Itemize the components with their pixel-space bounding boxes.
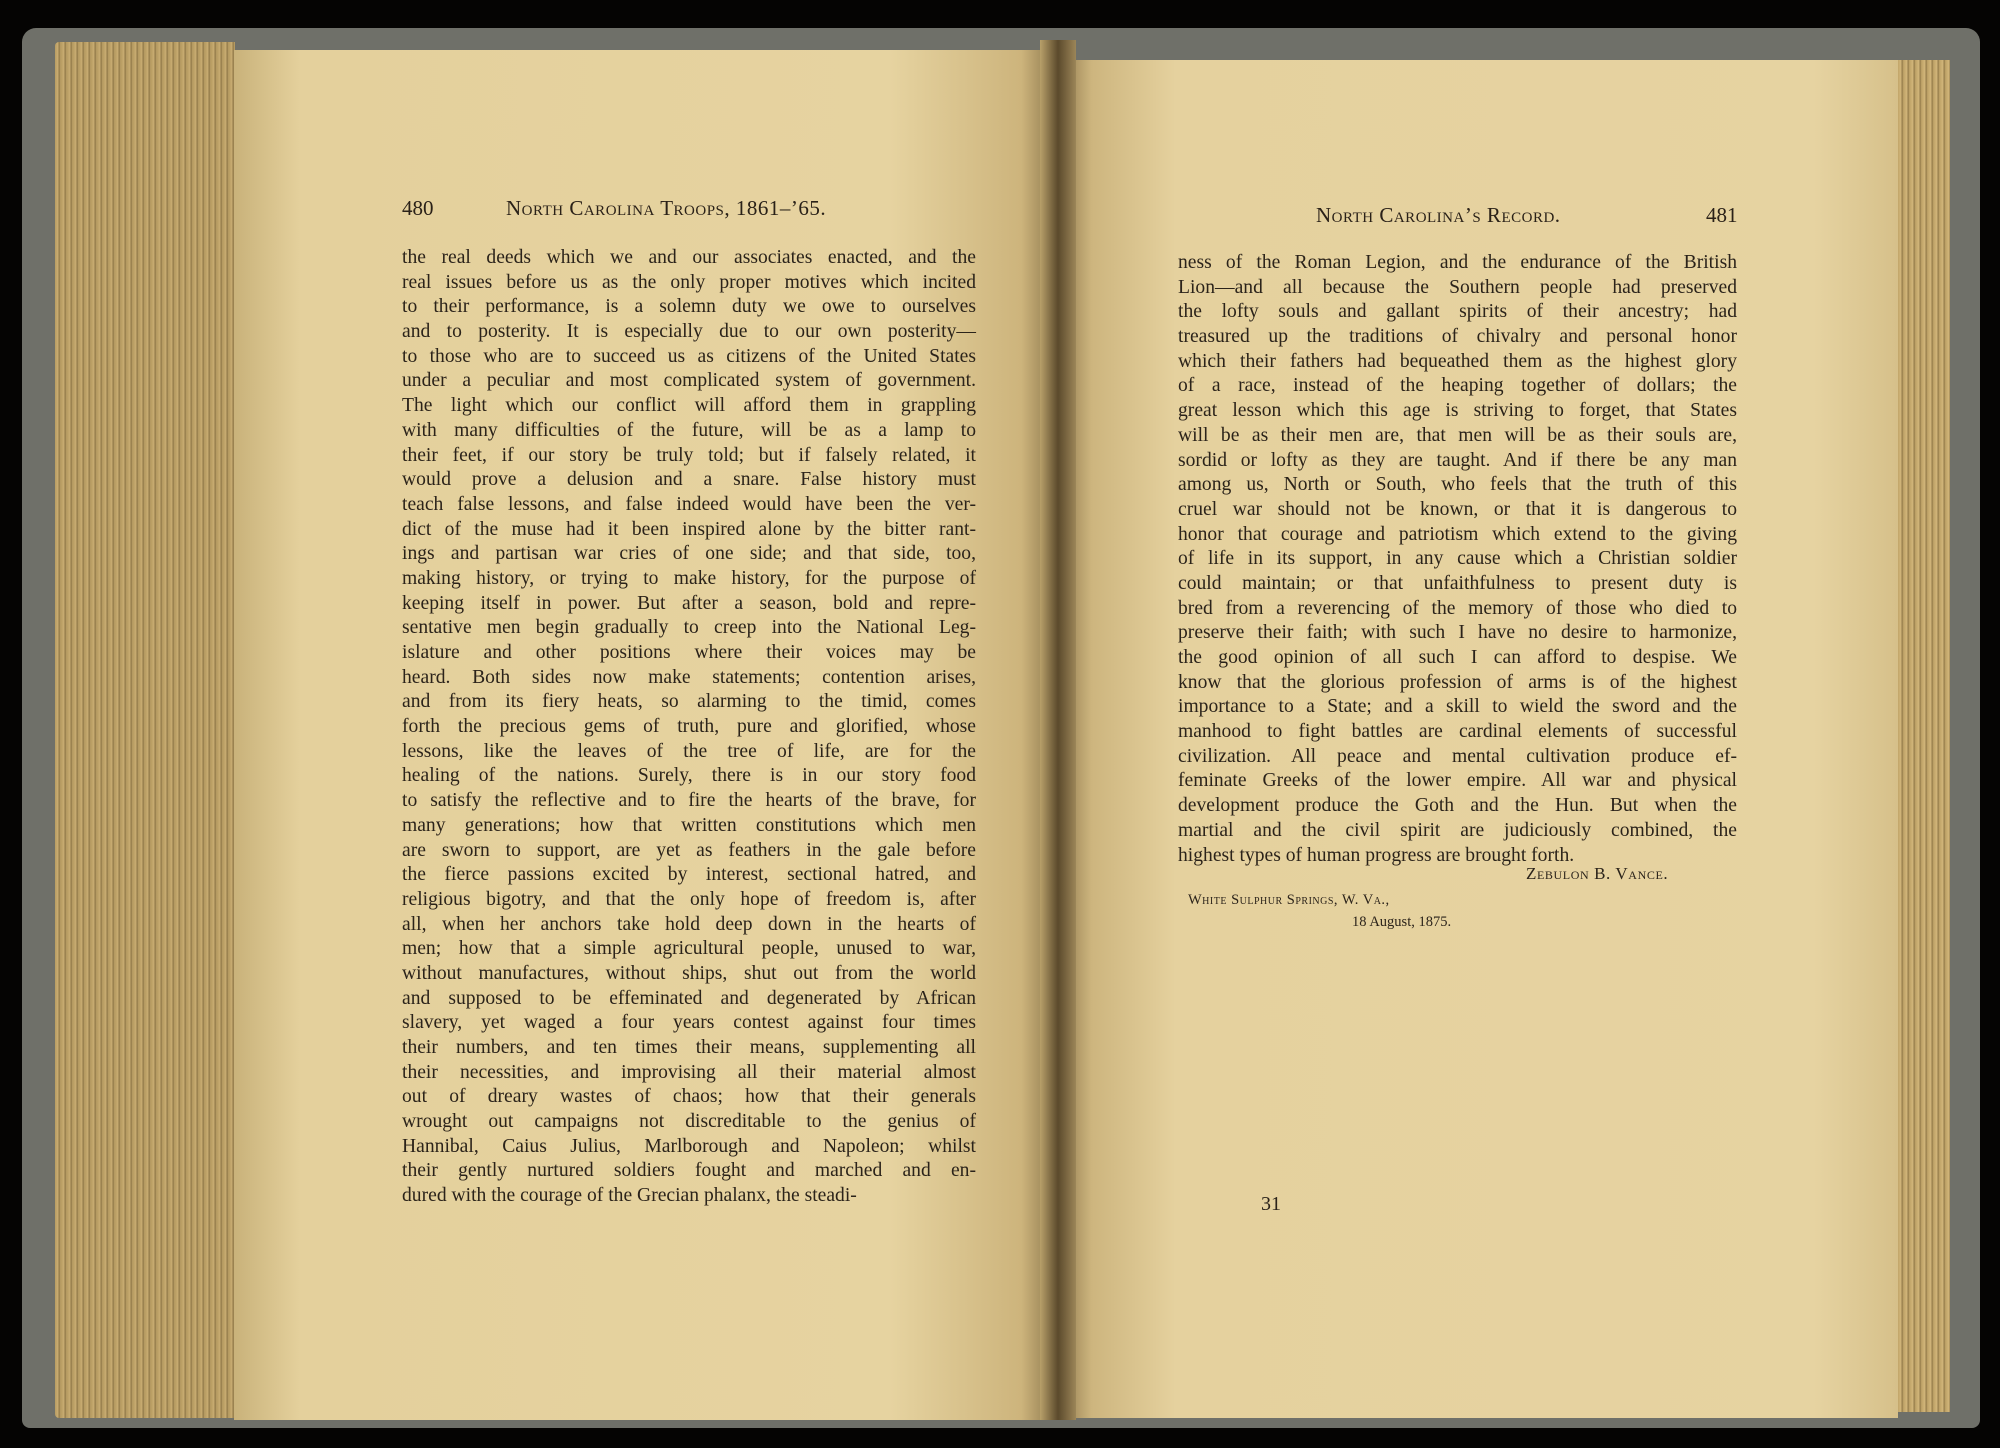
text-line: the lofty souls and gallant spirits of their ancestry; had [1178,301,1737,323]
text-line: treasured up the traditions of chivalry and personal honor [1178,326,1737,348]
book-gutter [1040,40,1076,1420]
text-line: of life in its support, in any cause which a Christian soldier [1178,548,1737,570]
text-line: could maintain; or that unfaithfulness to present duty is [1178,572,1737,594]
text-line: to those who are to succeed us as citizens of the United States [402,345,976,367]
text-line: slavery, yet waged a four years contest against four times [402,1012,976,1034]
text-line: importance to a State; and a skill to wield the sword and the [1178,696,1737,718]
text-line: feminate Greeks of the lower empire. All war and physical [1178,770,1737,792]
text-line: with many difficulties of the future, will be as a lamp to [402,419,976,441]
text-line: highest types of human progress are brought forth. [1178,844,1575,866]
text-line: healing of the nations. Surely, there is in our story food [402,765,976,787]
left-running-head: North Carolina Troops, 1861–’65. [506,196,827,220]
text-line: civilization. All peace and mental cultivation produce ef- [1178,745,1737,767]
left-page-body [402,246,976,1209]
right-page-body [1178,251,1737,868]
text-line: many generations; how that written constitutions which men [402,814,976,836]
text-line: to their performance, is a solemn duty we owe to ourselves [402,296,976,318]
text-line: dict of the muse had it been inspired alone by the bitter rant- [402,518,976,540]
text-line: martial and the civil spirit are judiciously combined, the [1178,819,1737,841]
text-line: and supposed to be effeminated and degenerated by African [402,987,976,1009]
signature-date: 18 August, 1875. [1352,914,1452,930]
text-line: manhood to fight battles are cardinal elements of successful [1178,721,1737,743]
text-line: all, when her anchors take hold deep down in the hearts of [402,913,976,935]
text-line: bred from a reverencing of the memory of those who died to [1178,597,1737,619]
signature-place: White Sulphur Springs, W. Va., [1188,892,1390,908]
text-line: know that the glorious profession of arms is of the highest [1178,671,1737,693]
text-line: Lion—and all because the Southern people had preserved [1178,276,1737,298]
text-line: the real deeds which we and our associates enacted, and the [402,247,976,268]
text-line: the good opinion of all such I can afford to despise. We [1178,647,1737,668]
right-page-number: 481 [1706,203,1738,227]
text-line: men; how that a simple agricultural people, unused to war, [402,938,976,960]
text-line: sentative men begin gradually to creep into the National Leg- [402,617,976,639]
text-line: ings and partisan war cries of one side; and that side, too, [402,543,976,565]
text-line: wrought out campaigns not discreditable to the genius of [402,1111,976,1133]
text-line: are sworn to support, are yet as feathers in the gale before [402,839,976,861]
text-line: keeping itself in power. But after a season, bold and repre- [402,592,976,614]
text-line: without manufactures, without ships, shut out from the world [402,962,976,984]
text-line: which their fathers had bequeathed them as the highest glory [1178,350,1737,372]
text-line: forth the precious gems of truth, pure and glorified, whose [402,716,976,738]
text-line: making history, or trying to make history, for the purpose of [402,567,976,589]
text-line: under a peculiar and most complicated system of government. [402,370,976,392]
text-line: their feet, if our story be truly told; but if falsely related, it [402,444,976,466]
text-line: great lesson which this age is striving to forget, that States [1178,400,1737,422]
text-line: of a race, instead of the heaping together of dollars; the [1178,375,1737,397]
text-line: their numbers, and ten times their means, supplementing all [402,1037,976,1058]
text-line: out of dreary wastes of chaos; how that their generals [402,1086,976,1108]
text-line: lessons, like the leaves of the tree of life, are for the [402,740,976,762]
text-line: and to posterity. It is especially due to our own posterity— [402,321,976,343]
text-line: honor that courage and patriotism which extend to the giving [1178,523,1737,545]
text-line: development produce the Goth and the Hun. But when the [1178,795,1737,817]
left-page-number: 480 [402,196,434,220]
text-line: The light which our conflict will afford them in grappling [402,395,976,417]
text-line: would prove a delusion and a snare. False history must [402,469,976,491]
right-running-head: North Carolina’s Record. [1316,203,1561,227]
text-line: will be as their men are, that men will be as their souls are, [1178,424,1737,446]
author-signature: Zebulon B. Vance. [1526,864,1669,883]
text-line: the fierce passions excited by interest, sectional hatred, and [402,864,976,886]
text-line: religious bigotry, and that the only hope of freedom is, after [402,888,976,910]
text-line: and from its fiery heats, so alarming to the timid, comes [402,691,976,713]
text-line: islature and other positions where their voices may be [402,642,976,663]
text-line: teach false lessons, and false indeed would have been the ver- [402,493,976,515]
text-line: real issues before us as the only proper motives which incited [402,271,976,293]
text-line: ness of the Roman Legion, and the endurance of the British [1178,252,1737,273]
text-line: among us, North or South, who feels that the truth of this [1178,474,1737,496]
text-line: their necessities, and improvising all their material almost [402,1061,976,1083]
text-line: cruel war should not be known, or that it is dangerous to [1178,498,1737,520]
text-line: Hannibal, Caius Julius, Marlborough and Napoleon; whilst [402,1135,976,1157]
signature-mark: 31 [1261,1193,1281,1215]
text-line: to satisfy the reflective and to fire the hearts of the brave, for [402,790,976,812]
text-line: dured with the courage of the Grecian phalanx, the steadi- [402,1185,857,1207]
text-line: heard. Both sides now make statements; contention arises, [402,666,976,688]
page-edges-left [55,42,235,1418]
text-line: sordid or lofty as they are taught. And if there be any man [1178,449,1737,471]
text-line: preserve their faith; with such I have no desire to harmonize, [1178,622,1737,644]
text-line: their gently nurtured soldiers fought and marched and en- [402,1160,976,1182]
